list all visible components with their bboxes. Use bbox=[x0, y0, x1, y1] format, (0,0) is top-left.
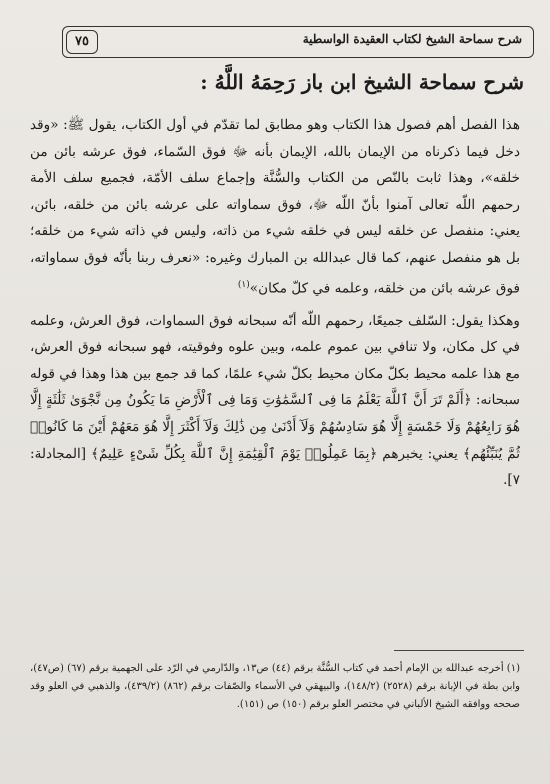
footnote-divider bbox=[394, 650, 524, 651]
paragraph-1 bbox=[30, 112, 520, 302]
section-title: شرح سماحة الشيخ ابن باز رَحِمَهُ اللَّهُ : bbox=[200, 70, 524, 94]
body-text bbox=[30, 112, 520, 494]
footnote-reference: (١) bbox=[237, 279, 250, 290]
footnote: (١) أخرجه عبدالله بن الإمام أحمد في كتاب السُّنَّة برقم (٤٤) ص١٣، والدّارمي في الرّد على الجهمية برقم (٦٧) (ص٤٧)، وابن بطة في الإبانة برقم (٢٥٢٨) (١٤٨/٢)، والبيهقي في الأسماء والصّفات برقم (٨٦٢) (٤٣٩/٢)، والذهبي في العلو وقد صححه ووافقه الشيخ الألباني في مختصر العلو برقم (١٥٠) ص (١٥١). bbox=[30, 663, 520, 710]
page-number: ٧٥ bbox=[66, 30, 98, 54]
paragraph-2: وهكذا يقول: السّلف جميعًا، رحمهم اللّه أنّه سبحانه فوق السماوات، فوق العرش، وعلمه في كل مكان، ولا تنافي بين عموم علمه، وبين علوه وفوقيته، فهو سبحانه فوق العرش، مع هذا علمه محيط بكلّ مكان محيط بكلّ شيء علمًا، كما قد جمع بين هذا وهذا في قوله سبحانه: ﴿أَلَمْ تَرَ أَنَّ ٱللَّهَ يَعْلَمُ مَا فِى ٱلسَّمَٰوَٰتِ وَمَا فِى ٱلْأَرْضِ مَا يَكُونُ مِن نَّجْوَىٰ ثَلَٰثَةٍ إِلَّا هُوَ رَابِعُهُمْ وَلَا خَمْسَةٍ إِلَّا هُوَ سَادِسُهُمْ وَلَآ أَدْنَىٰ مِن ذَٰلِكَ وَلَآ أَكْثَرَ إِلَّا هُوَ مَعَهُمْ أَيْنَ مَا كَانُوا۟ ثُمَّ يُنَبِّئُهُم﴾ يعني: يخبرهم ﴿بِمَا عَمِلُوا۟ يَوْمَ ٱلْقِيَٰمَةِ إِنَّ ٱللَّهَ بِكُلِّ شَىْءٍ عَلِيمٌ﴾ [المجادلة: ٧]. bbox=[30, 312, 520, 489]
running-header-title: شرح سماحة الشيخ لكتاب العقيدة الواسطية bbox=[302, 32, 522, 46]
paragraph-1-text: هذا الفصل أهم فصول هذا الكتاب وهو مطابق لما تقدّم في أول الكتاب، يقول ﷺ: «وقد دخل فيما ذكرناه من الإيمان بالله، الإيمان بأنه ﷻ فوق السّماء، فوق عرشه بائن من خلقه»، وهذا ثابت بالنّص من الكتاب والسُّنَّة وإجماع سلف الأمّة، فجميع سلف الأمة رحمهم اللّه تعالى آمنوا بأنّ اللّه ﷻ، فوق سماواته على عرشه بائن من خلقه، بائن، يعني: منفصل عن خلقه ليس في خلقه شيء من ذاته، وليس في ذاته شيء من خلقه؛ بل هو منفصل عنهم، كما قال عبدالله بن المبارك وغيره: «نعرف ربنا بأنّه فوق سماواته، فوق عرشه بائن من خلقه، وعلمه في كلّ مكان» bbox=[30, 117, 520, 297]
